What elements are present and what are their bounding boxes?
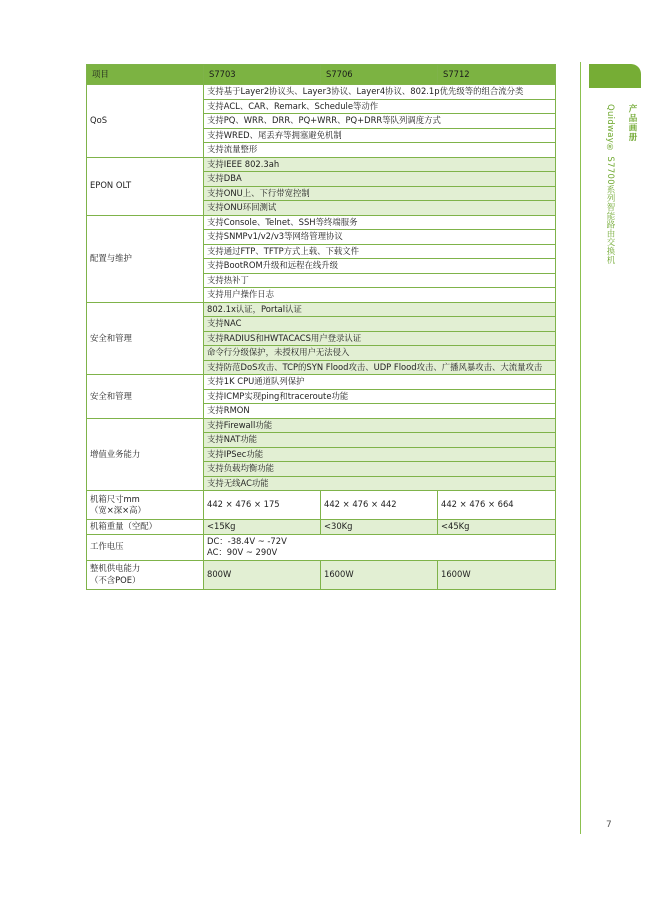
spec-cell: 支持通过FTP、TFTP方式上载、下载文件 (204, 244, 556, 259)
dims-label-2: （宽×深×高） (90, 505, 146, 515)
sidebar-title: 产品画册 (627, 104, 637, 142)
header-s7712: S7712 (438, 65, 556, 85)
sidebar-divider (580, 62, 581, 834)
table-row (87, 302, 556, 317)
header-s7703: S7703 (204, 65, 321, 85)
spec-cell: 支持SNMPv1/v2/v3等网络管理协议 (204, 230, 556, 245)
spec-cell: 命令行分级保护，未授权用户无法侵入 (204, 346, 556, 361)
table-row (87, 418, 556, 433)
table-row (87, 375, 556, 390)
table-row (87, 520, 556, 535)
spec-cell: 支持ICMP实现ping和traceroute功能 (204, 389, 556, 404)
spec-cell: 支持NAT功能 (204, 433, 556, 448)
table-header-row (87, 65, 556, 85)
spec-cell: 支持基于Layer2协议头、Layer3协议、Layer4协议、802.1p优先级等的组合流分类 (204, 85, 556, 100)
category-dimensions (87, 491, 204, 520)
category-epon-olt: EPON OLT (87, 157, 204, 215)
spec-cell: 支持流量整形 (204, 143, 556, 158)
weight-s7712: <45Kg (438, 520, 556, 535)
spec-cell: 支持Firewall功能 (204, 418, 556, 433)
table-row (87, 491, 556, 520)
category-qos: QoS (87, 85, 204, 158)
spec-cell: 支持ONU上、下行带宽控制 (204, 186, 556, 201)
spec-table (86, 64, 556, 590)
table-row (87, 560, 556, 589)
spec-cell: 支持WRED、尾丢弃等拥塞避免机制 (204, 128, 556, 143)
voltage-dc: DC：-38.4V ~ -72V (207, 535, 287, 546)
sidebar-tab (589, 64, 641, 88)
spec-cell: 支持Console、Telnet、SSH等终端服务 (204, 215, 556, 230)
dims-s7712: 442 × 476 × 664 (438, 491, 556, 520)
voltage-ac: AC：90V ~ 290V (207, 547, 278, 557)
spec-cell: 支持用户操作日志 (204, 288, 556, 303)
table-row (87, 534, 556, 560)
spec-cell: 支持热补丁 (204, 273, 556, 288)
spec-cell: 支持ONU环回测试 (204, 201, 556, 216)
spec-cell: 支持NAC (204, 317, 556, 332)
spec-cell: 支持防范DoS攻击、TCP的SYN Flood攻击、UDP Flood攻击、广播风暴攻击、大流量攻击 (204, 360, 556, 375)
power-s7706: 1600W (321, 560, 438, 589)
sidebar-subtitle: Quidway® S7700系列智能路由交换机 (605, 104, 615, 265)
category-voltage: 工作电压 (87, 534, 204, 560)
category-weight: 机箱重量（空配） (87, 520, 204, 535)
spec-cell: 支持PQ、WRR、DRR、PQ+WRR、PQ+DRR等队列调度方式 (204, 114, 556, 129)
spec-cell: 支持RMON (204, 404, 556, 419)
spec-cell: 支持IPSec功能 (204, 447, 556, 462)
category-security-management: 安全和管理 (87, 302, 204, 375)
category-value-added: 增值业务能力 (87, 418, 204, 491)
table-row (87, 215, 556, 230)
spec-cell: 支持IEEE 802.3ah (204, 157, 556, 172)
power-s7712: 1600W (438, 560, 556, 589)
category-power (87, 560, 204, 589)
spec-cell: 支持ACL、CAR、Remark、Schedule等动作 (204, 99, 556, 114)
page-number: 7 (606, 820, 612, 830)
header-s7706: S7706 (321, 65, 438, 85)
spec-cell: 支持1K CPU通道队列保护 (204, 375, 556, 390)
spec-cell: 支持RADIUS和HWTACACS用户登录认证 (204, 331, 556, 346)
spec-cell: 802.1x认证，Portal认证 (204, 302, 556, 317)
table-row (87, 85, 556, 100)
table-row (87, 157, 556, 172)
voltage-cell (204, 534, 556, 560)
weight-s7703: <15Kg (204, 520, 321, 535)
spec-cell: 支持DBA (204, 172, 556, 187)
power-s7703: 800W (204, 560, 321, 589)
category-security-management-2: 安全和管理 (87, 375, 204, 419)
dims-s7706: 442 × 476 × 442 (321, 491, 438, 520)
dims-s7703: 442 × 476 × 175 (204, 491, 321, 520)
category-config-maintenance: 配置与维护 (87, 215, 204, 302)
weight-s7706: <30Kg (321, 520, 438, 535)
header-item: 项目 (87, 65, 204, 85)
dims-label-1: 机箱尺寸mm (90, 493, 140, 504)
power-label-1: 整机供电能力 (90, 563, 141, 573)
power-label-2: （不含POE） (90, 574, 141, 585)
spec-cell: 支持负载均衡功能 (204, 462, 556, 477)
spec-cell: 支持BootROM升级和远程在线升级 (204, 259, 556, 274)
spec-cell: 支持无线AC功能 (204, 476, 556, 491)
